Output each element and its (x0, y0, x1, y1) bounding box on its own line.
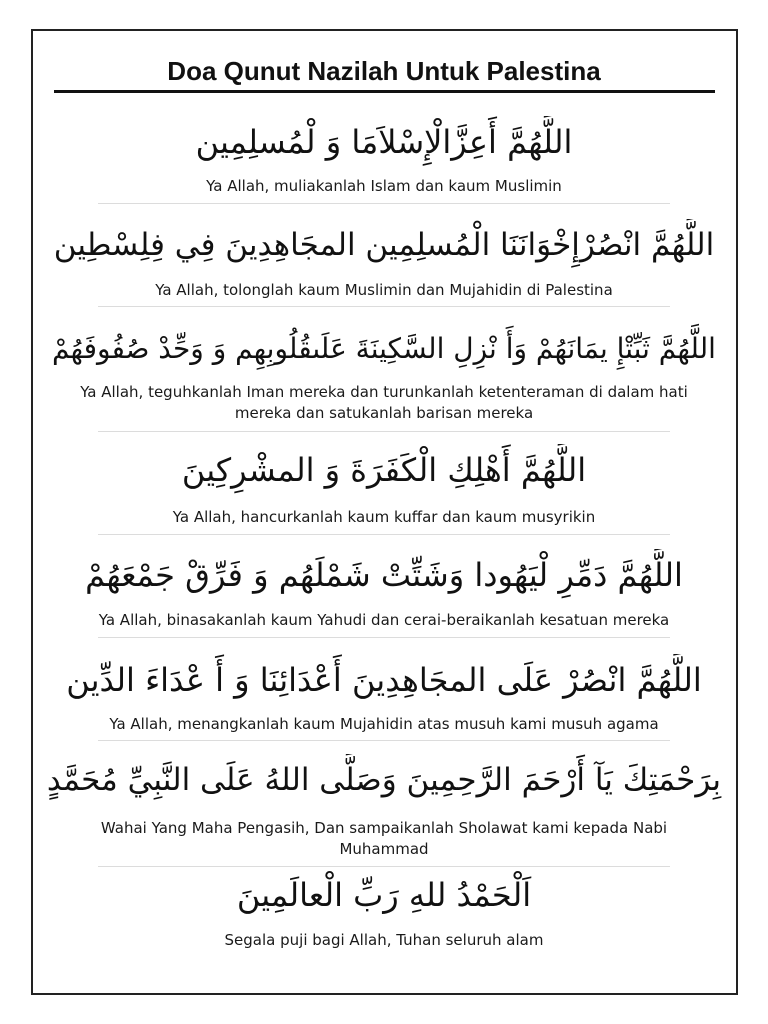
translation-text: Ya Allah, tolonglah kaum Muslimin dan Mujahidin di Palestina (155, 281, 613, 299)
title-underline (54, 90, 715, 93)
section-divider (98, 534, 670, 535)
section-divider (98, 740, 670, 741)
translation-text: Ya Allah, muliakanlah Islam dan kaum Muslimin (206, 177, 562, 195)
arabic-text: اللَّهُمَّ أَعِزَّالْإِسْلاَمَا وَ لْمُسلِمِين (195, 123, 573, 161)
section-divider (98, 866, 670, 867)
arabic-text: اللَّهُمَّ دَمِّرِ لْيَهُودا وَشَتِّتْ شَمْلَهُم وَ فَرِّقْ جَمْعَهُمْ (85, 556, 683, 594)
translation-text: Ya Allah, teguhkanlah Iman mereka dan turunkanlah ketenteraman di dalam hati mereka dan satukanlah barisan mereka (80, 383, 688, 422)
section-divider (98, 431, 670, 432)
translation-text: Segala puji bagi Allah, Tuhan seluruh alam (224, 931, 544, 949)
arabic-text: اللَّهُمَّ أَهْلِكِ الْكَفَرَةَ وَ المشْرِكِينَ (181, 451, 587, 489)
arabic-text: اللَّهُمَّ ثَبِّتْإِ يمَانَهُمْ وَأَ نْزِلِ السَّكِينَةَ عَلَىقُلُوبِهِم وَ وَحِّدْ صُفُوفَهُمْ (52, 332, 716, 365)
translation-text: Ya Allah, binasakanlah kaum Yahudi dan cerai-beraikanlah kesatuan mereka (98, 611, 670, 629)
section-divider (98, 637, 670, 638)
arabic-text: اَلْحَمْدُ للهِ رَبِّ الْعالَمِينَ (236, 876, 532, 914)
document-title: Doa Qunut Nazilah Untuk Palestina (167, 56, 601, 86)
section-divider (98, 203, 670, 204)
translation-text: Wahai Yang Maha Pengasih, Dan sampaikanlah Sholawat kami kepada Nabi Muhammad (100, 819, 668, 858)
arabic-text: بِرَحْمَتِكَ يَآ أَرْحَمَ الرَّحِمِينَ وَصَلَّى اللهُ عَلَى النَّبِيِّ مُحَمَّدٍ (46, 762, 722, 798)
translation-text: Ya Allah, menangkanlah kaum Mujahidin atas musuh kami musuh agama (109, 715, 659, 733)
arabic-text: اللَّهُمَّ انْصُرْ عَلَى المجَاهِدِينَ أَعْدَائِنَا وَ أَ عْدَاءَ الدِّين (66, 661, 702, 699)
section-divider (98, 306, 670, 307)
translation-text: Ya Allah, hancurkanlah kaum kuffar dan kaum musyrikin (172, 508, 596, 526)
arabic-text: اللَّهُمَّ انْصُرْإِخْوَانَنَا الْمُسلِمِين المجَاهِدِينَ فِي فِلِسْطِين (53, 227, 715, 263)
